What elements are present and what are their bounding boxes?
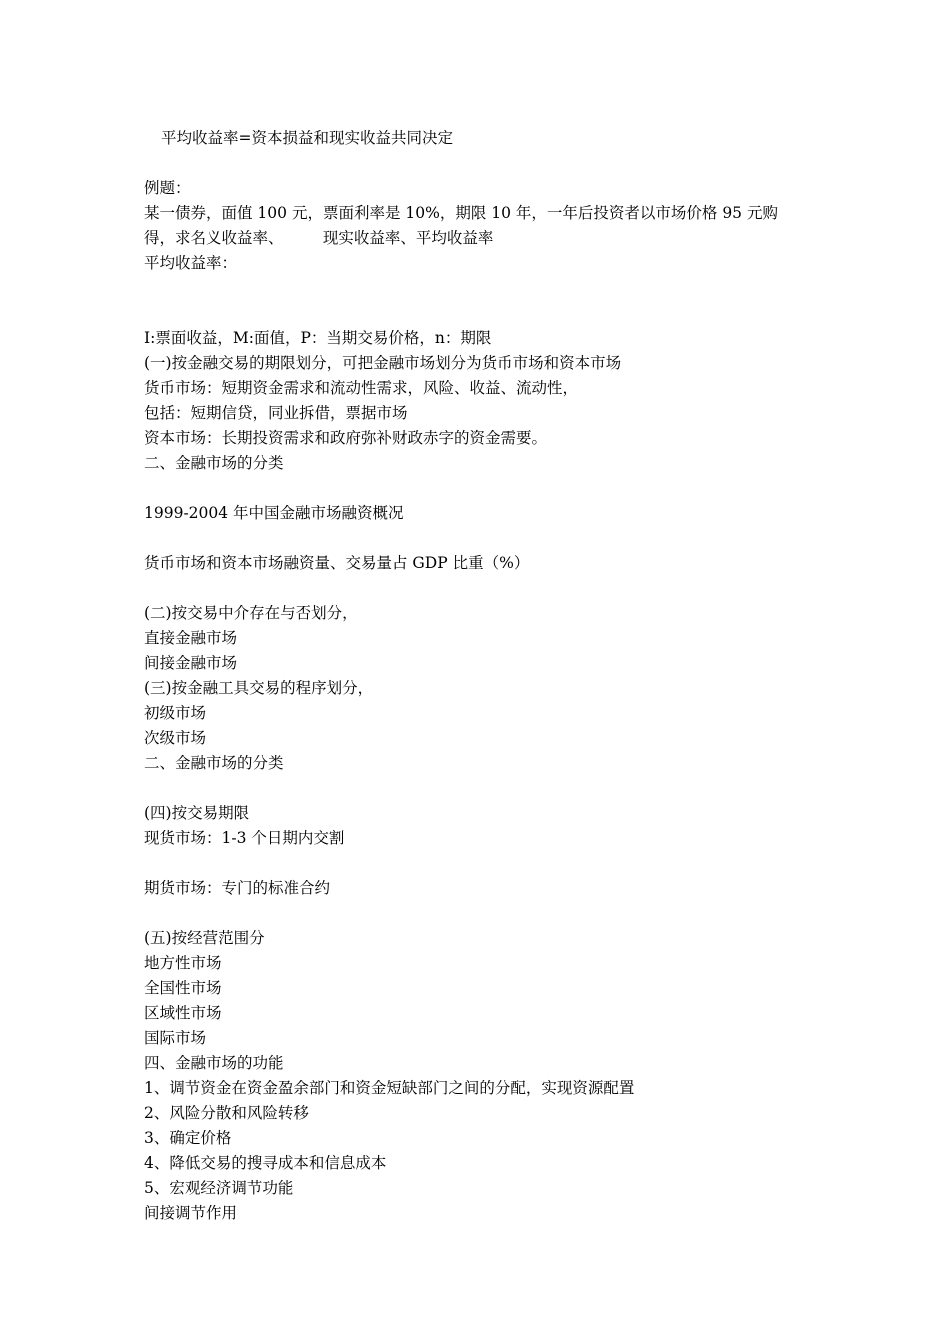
average-rate-label: 平均收益率： — [144, 254, 238, 272]
function-2: 2、风险分散和风险转移 — [144, 1104, 309, 1122]
spot-market: 现货市场：1-3 个日期内交割 — [144, 829, 345, 847]
indirect-role: 间接调节作用 — [144, 1204, 238, 1222]
example-text-line-2: 得，求名义收益率、 现实收益率、平均收益率 — [144, 229, 494, 247]
blank-line — [144, 901, 824, 926]
capital-market-text: 资本市场：长期投资需求和政府弥补财政赤字的资金需要。 — [144, 429, 548, 447]
local-market: 地方性市场 — [144, 954, 222, 972]
function-5: 5、宏观经济调节功能 — [144, 1179, 294, 1197]
blank-line — [144, 151, 824, 176]
document-body — [144, 126, 824, 1226]
function-1: 1、调节资金在资金盈余部门和资金短缺部门之间的分配，实现资源配置 — [144, 1079, 635, 1097]
example-text-line-1: 某一债券，面值 100 元，票面利率是 10%，期限 10 年，一年后投资者以市场价格 95 元购 — [144, 204, 778, 222]
secondary-market: 次级市场 — [144, 729, 207, 747]
blank-line — [144, 476, 824, 501]
overview-title: 1999-2004 年中国金融市场融资概况 — [144, 504, 404, 522]
classification-4-title: (四)按交易期限 — [144, 804, 250, 822]
money-market-text: 货币市场：短期资金需求和流动性需求，风险、收益、流动性， — [144, 379, 579, 397]
direct-market: 直接金融市场 — [144, 629, 238, 647]
variables-definition: I:票面收益，M:面值，P：当期交易价格，n：期限 — [144, 329, 492, 347]
blank-line — [144, 851, 824, 876]
section-2-title: 二、金融市场的分类 — [144, 454, 284, 472]
section-2-title-repeat: 二、金融市场的分类 — [144, 754, 284, 772]
blank-line — [144, 776, 824, 801]
national-market: 全国性市场 — [144, 979, 222, 997]
section-4-title: 四、金融市场的功能 — [144, 1054, 284, 1072]
function-3: 3、确定价格 — [144, 1129, 232, 1147]
heading-line: 平均收益率=资本损益和现实收益共同决定 — [161, 129, 453, 147]
classification-5-title: (五)按经营范围分 — [144, 929, 265, 947]
money-market-includes: 包括：短期信贷，同业拆借，票据市场 — [144, 404, 408, 422]
function-4: 4、降低交易的搜寻成本和信息成本 — [144, 1154, 387, 1172]
example-label: 例题： — [144, 179, 191, 197]
blank-line — [144, 576, 824, 601]
classification-1-title: (一)按金融交易的期限划分，可把金融市场划分为货币市场和资本市场 — [144, 354, 622, 372]
futures-market: 期货市场：专门的标准合约 — [144, 879, 331, 897]
classification-2-title: (二)按交易中介存在与否划分， — [144, 604, 358, 622]
formula-blank-space — [144, 276, 824, 326]
international-market: 国际市场 — [144, 1029, 207, 1047]
indirect-market: 间接金融市场 — [144, 654, 238, 672]
classification-3-title: (三)按金融工具交易的程序划分， — [144, 679, 374, 697]
regional-market: 区域性市场 — [144, 1004, 222, 1022]
gdp-ratio-title: 货币市场和资本市场融资量、交易量占 GDP 比重（%） — [144, 554, 530, 572]
blank-line — [144, 526, 824, 551]
primary-market: 初级市场 — [144, 704, 207, 722]
